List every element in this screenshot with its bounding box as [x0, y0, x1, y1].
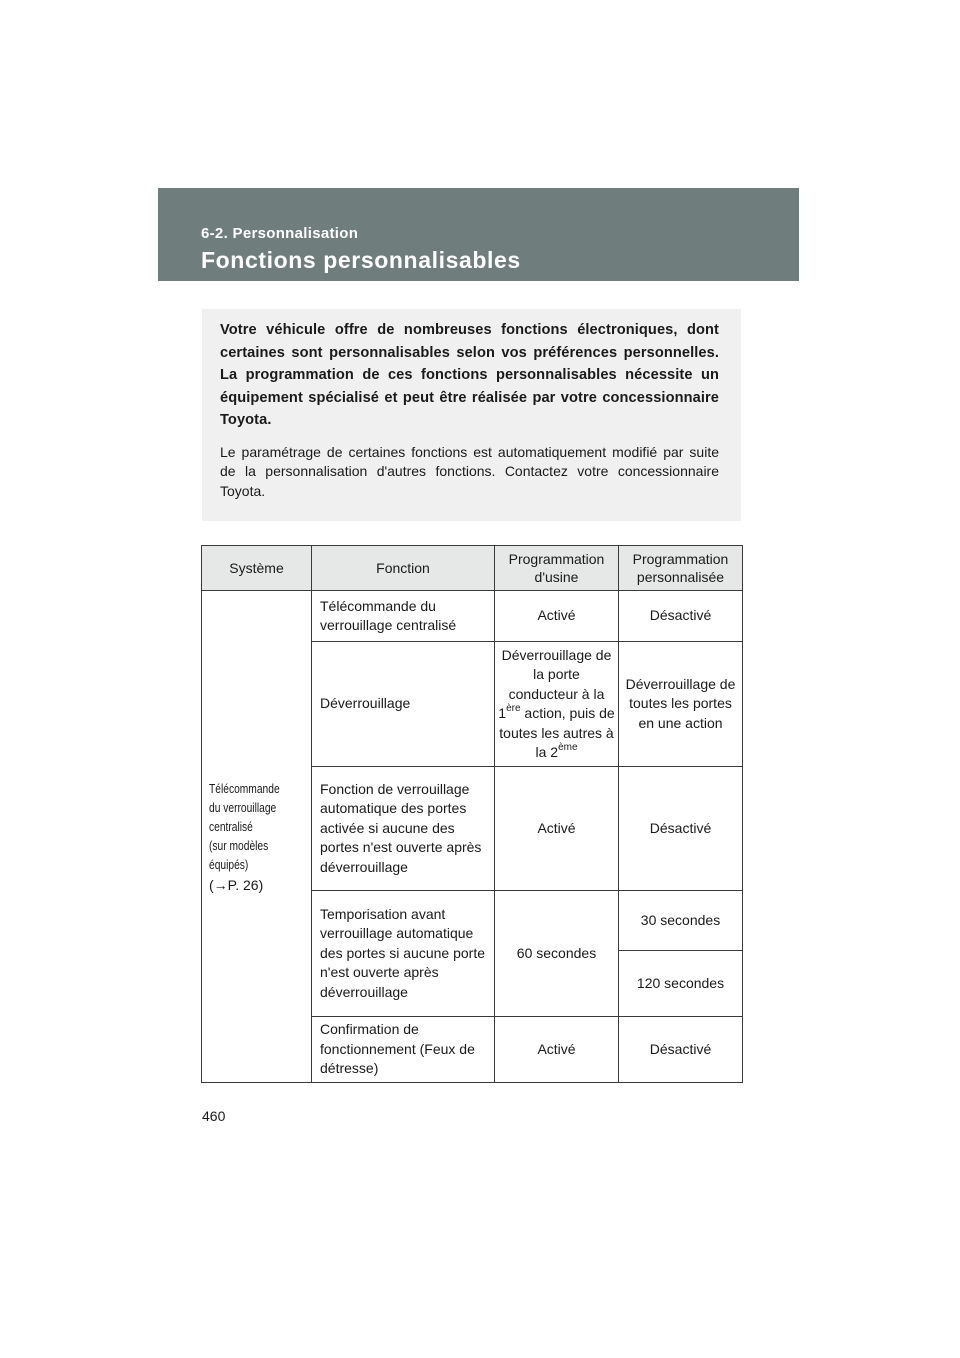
- chapter-header: [158, 188, 799, 281]
- page-reference-text: P. 26: [227, 876, 259, 893]
- factory-cell: Activé: [495, 767, 619, 891]
- header-custom: Programmation personnalisée: [619, 546, 743, 591]
- function-cell: Confirmation de fonctionnement (Feux de détresse): [312, 1017, 495, 1083]
- function-cell: Déverrouillage: [312, 642, 495, 767]
- intro-bold-paragraph: Votre véhicule offre de nombreuses fonctions électroniques, dont certaines sont personnalisables selon vos préférences personnelles. La programmation de ces fonctions personnalisables nécessite un équipement spécialisé et peut être réalisée par votre concessionnaire Toyota.: [220, 322, 719, 428]
- function-cell: Temporisation avant verrouillage automatique des portes si aucune porte n'est ouverte après déverrouillage: [312, 891, 495, 1017]
- factory-cell: Activé: [495, 591, 619, 642]
- arrow-icon: →: [213, 876, 228, 893]
- customization-table: [201, 545, 743, 1083]
- system-line: Télécommande: [209, 781, 280, 796]
- factory-cell: Activé: [495, 1017, 619, 1083]
- header-factory: Programmation d'usine: [495, 546, 619, 591]
- table-header-row: [202, 546, 743, 591]
- intro-note-paragraph: Le paramétrage de certaines fonctions est automatiquement modifié par suite de la personnalisation d'autres fonctions. Contactez votre concessionnaire Toyota.: [220, 443, 719, 499]
- system-line: équipés): [209, 857, 249, 872]
- custom-cell: 120 secondes: [619, 951, 743, 1017]
- page-number: 460: [202, 1108, 226, 1124]
- page-title: Fonctions personnalisables: [201, 247, 521, 273]
- section-label: 6-2. Personnalisation: [201, 225, 359, 242]
- custom-cell: Désactivé: [619, 1017, 743, 1083]
- system-line: centralisé: [209, 819, 253, 834]
- function-cell: Fonction de verrouillage automatique des portes activée si aucune des portes n'est ouverte après déverrouillage: [312, 767, 495, 891]
- table-row: [202, 591, 743, 642]
- system-line: du verrouillage: [209, 800, 277, 815]
- function-cell: Télécommande du verrouillage centralisé: [312, 591, 495, 642]
- page-reference: (→P. 26): [209, 876, 264, 893]
- custom-cell: 30 secondes: [619, 891, 743, 951]
- custom-cell: Désactivé: [619, 591, 743, 642]
- intro-box: [202, 309, 741, 521]
- factory-cell: 60 secondes: [495, 891, 619, 1017]
- system-cell: [202, 591, 312, 1083]
- custom-cell: Déverrouillage de toutes les portes en une action: [619, 642, 743, 767]
- header-system: Système: [202, 546, 312, 591]
- header-function: Fonction: [312, 546, 495, 591]
- custom-cell: Désactivé: [619, 767, 743, 891]
- factory-cell: Déverrouillage de la porte conducteur à la 1ère action, puis de toutes les autres à la 2ème: [495, 642, 619, 767]
- system-line: (sur modèles: [209, 838, 269, 853]
